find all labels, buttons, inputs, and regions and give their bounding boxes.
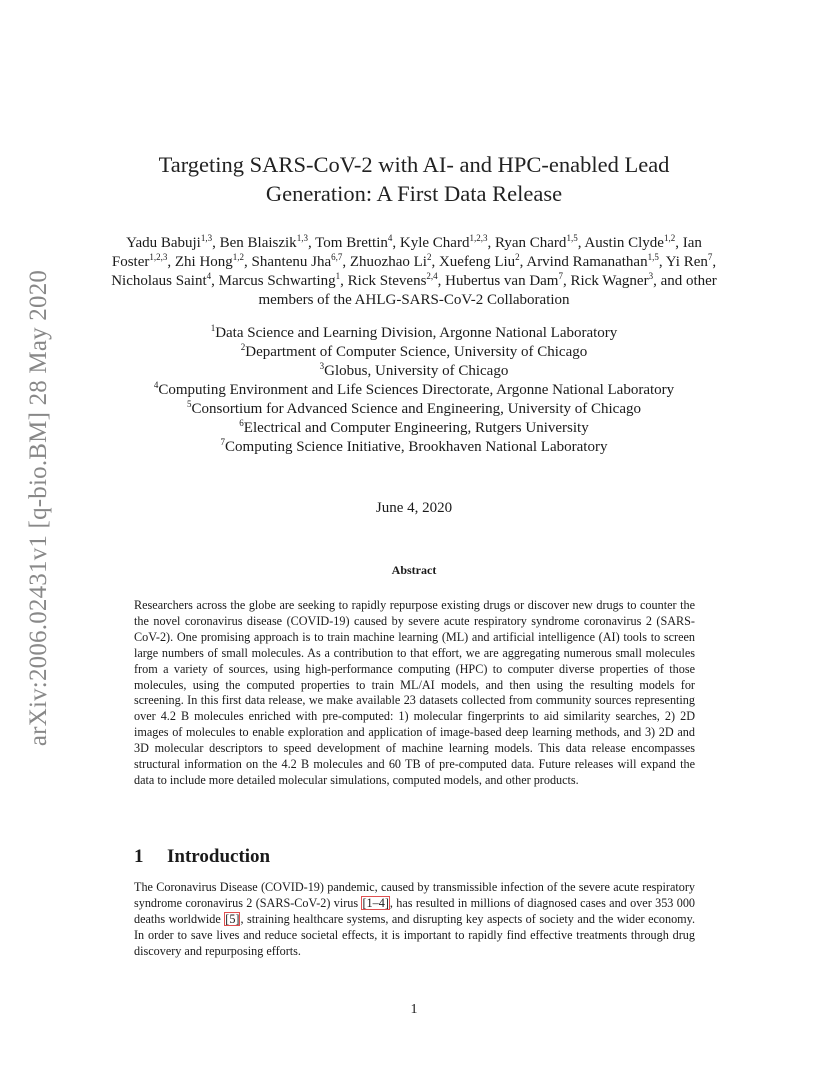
- affiliation: [98, 438, 730, 457]
- publication-date: June 4, 2020: [375, 500, 453, 516]
- affiliation-text: Consortium for Advanced Science and Engineering, University of Chicago: [191, 401, 641, 417]
- author-affiliation-marker: 3: [648, 271, 654, 281]
- section-number: 1: [134, 846, 144, 867]
- abstract-body: Researchers across the globe are seeking to rapidly repurpose existing drugs or discover new drugs to counter the the novel coronavirus disease (COVID-19) caused by severe acute respiratory syndrome coronavirus 2 (SARS-CoV-2). One promising approach is to train machine learning (ML) and artificial intelligence (AI) tools to screen large numbers of small molecules. As a contribution to that effort, we are aggregating numerous small molecules from a variety of sources, using high-performance computing (HPC) to computer diverse properties of those molecules, using the computed properties to train ML/AI models, and then using the resulting models for screening. In this first data release, we make available 23 datasets collected from community sources representing over 4.2 B molecules enriched with pre-computed: 1) molecular fingerprints to aid similarity searches, 2) 2D images of molecules to enable exploration and application of image-based deep learning methods, and 3) 2D and 3D molecular descriptors to speed development of machine learning models. This data release encompasses structural information on the 4.2 B molecules and 60 TB of pre-computed data. Future releases will expand the data to include more detailed molecular simulations, computed models, and other products.: [134, 598, 695, 787]
- author-affiliation-marker: 1,2,3: [469, 233, 488, 243]
- intro-text-3: , straining healthcare systems, and disrupting key aspects of society and the wider economy. In order to save lives and reduce societal effects, it is important to rapidly find effective treatments through drug discovery and repurposing efforts.: [134, 911, 696, 958]
- affiliation: [98, 362, 730, 381]
- affiliation-number: 6: [239, 418, 244, 428]
- author-affiliation-marker: 1,2: [663, 233, 676, 243]
- author-name: Yadu Babuji: [126, 235, 201, 251]
- author-affiliation-marker: 1: [335, 271, 341, 281]
- author-affiliation-marker: 1,2,3: [149, 252, 168, 262]
- author-affiliation-marker: 1,5: [647, 252, 659, 262]
- author-name: Rick Stevens: [347, 273, 427, 289]
- affiliation-number: 5: [187, 399, 192, 409]
- author-name: Ryan Chard: [494, 235, 567, 251]
- affiliation: [98, 324, 730, 343]
- author-affiliation-marker: 2,4: [426, 271, 438, 281]
- author-affiliation-marker: 4: [206, 271, 212, 281]
- affiliation-text: Computing Environment and Life Sciences Directorate, Argonne National Laboratory: [158, 382, 675, 398]
- affiliation-number: 7: [220, 437, 226, 447]
- author-affiliation-marker: 7: [707, 252, 713, 262]
- affiliation: [98, 381, 730, 400]
- affiliation-number: 3: [319, 361, 325, 371]
- author-name: Xuefeng Liu: [438, 254, 516, 270]
- citation-link[interactable]: [1–4]: [362, 895, 389, 910]
- author-affiliation-marker: 2: [426, 252, 432, 262]
- author-name: Tom Brettin: [315, 235, 388, 251]
- authors-tail: , and other members of the AHLG-SARS-CoV-2 Collaboration: [258, 273, 717, 308]
- intro-paragraph: [134, 880, 695, 960]
- abstract-heading: Abstract: [391, 563, 437, 577]
- author-name: Nicholaus Saint: [111, 273, 207, 289]
- section-heading: [134, 846, 270, 868]
- author-affiliation-marker: 1,5: [566, 233, 578, 243]
- page-number: 1: [410, 1002, 418, 1017]
- intro-text-1: The Coronavirus Disease (COVID-19) pandemic, caused by transmissible infection of the severe acute respiratory syndrome coronavirus 2 (SARS-CoV-2) virus: [134, 880, 695, 910]
- author-name: Arvind Ramanathan: [526, 254, 648, 270]
- author-name: Zhi Hong: [174, 254, 233, 270]
- author-affiliation-marker: 6,7: [331, 252, 343, 262]
- affiliation-text: Data Science and Learning Division, Argonne National Laboratory: [215, 325, 618, 341]
- author-name: Zhuozhao Li: [349, 254, 427, 270]
- author-list: Yadu Babuji$^{1,3}$, Ben Blaiszik$^{1,3}$, Tom Brettin$^4$, Kyle Chard$^{1,2,3}$, Ryan Chard$^{1,5}$, Austin Clyde$^{1,2}$, Ian Foster$^{1,2,3}$, Zhi Hong$^{1,2}$, Shantenu Jha$^{6,7}$, Zhuozhao Li$^2$, Xuefeng Liu$^2$, Arvind Ramanathan$^{1,5}$, Yi Ren$^7$, Nicholaus Saint$^4$, Marcus Schwarting$^1$, Rick Stevens$^{2,4}$, Hubertus van Dam$^7$, Rick Wagner$^3$, and other members of the AHLG-SARS-CoV-2 Collaboration: [111, 233, 717, 308]
- affiliation-number: 4: [153, 380, 159, 390]
- author-name: Rick Wagner: [570, 273, 649, 289]
- author-affiliation-marker: 1,3: [200, 233, 213, 243]
- author-name: Marcus Schwarting: [218, 273, 336, 289]
- author-affiliation-marker: 7: [558, 271, 563, 281]
- author-name: Hubertus van Dam: [445, 273, 559, 289]
- affiliation-text: Globus, University of Chicago: [324, 363, 509, 379]
- affiliation: [98, 343, 730, 362]
- affiliation: [98, 400, 730, 419]
- affiliation: [98, 419, 730, 438]
- author-affiliation-marker: 1,3: [296, 233, 308, 243]
- affiliation-text: Department of Computer Science, University of Chicago: [245, 344, 588, 360]
- author-name: Shantenu Jha: [251, 254, 332, 270]
- arxiv-id: arXiv:2006.02431v1 [q-bio.BM] 28 May 2020: [25, 269, 52, 747]
- author-name: Austin Clyde: [584, 235, 664, 251]
- author-affiliation-marker: 4: [387, 233, 393, 243]
- affiliation-number: 2: [240, 342, 246, 352]
- affiliation-number: 1: [210, 323, 216, 333]
- affiliation-text: Computing Science Initiative, Brookhaven National Laboratory: [225, 439, 608, 455]
- author-name: Ian Foster: [111, 235, 702, 270]
- author-name: Yi Ren: [665, 254, 708, 270]
- author-name: Ben Blaiszik: [219, 235, 297, 251]
- citation-link[interactable]: [5]: [225, 911, 240, 926]
- affiliation-text: Electrical and Computer Engineering, Rutgers University: [243, 420, 589, 436]
- section-title: Introduction: [167, 846, 271, 867]
- intro-text-2: , has resulted in millions of diagnosed cases and over 353 000 deaths worldwide: [134, 895, 696, 926]
- author-affiliation-marker: 2: [515, 252, 520, 262]
- author-affiliation-marker: 1,2: [232, 252, 245, 262]
- author-name: Kyle Chard: [399, 235, 470, 251]
- paper-title: Targeting SARS-CoV-2 with AI- and HPC-enabled Lead Generation: A First Data Release: [158, 152, 670, 206]
- affiliation-list: [98, 324, 730, 457]
